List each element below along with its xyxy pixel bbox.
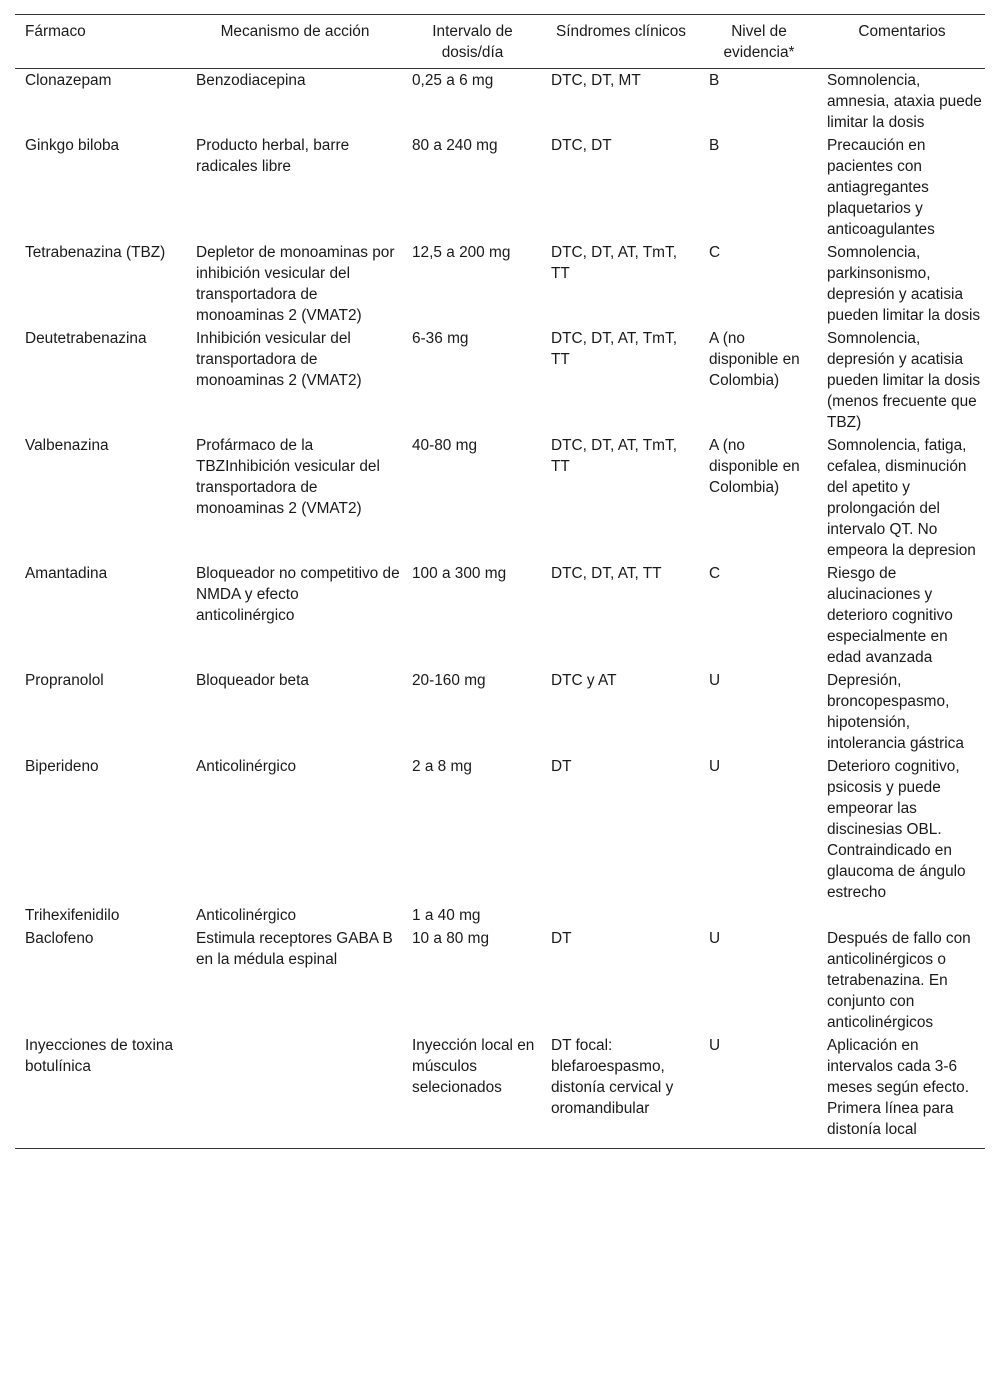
cell-sindromes: DT bbox=[551, 930, 572, 947]
cell-comentarios: Somnolencia, parkinsonismo, depresión y acatisia pueden limitar la dosis bbox=[827, 244, 981, 324]
cell-nivel: B bbox=[709, 137, 720, 154]
cell-mecanismo: Anticolinérgico bbox=[196, 758, 297, 775]
cell-intervalo: 10 a 80 mg bbox=[412, 930, 490, 947]
cell-intervalo: 0,25 a 6 mg bbox=[412, 72, 494, 89]
cell-intervalo: 12,5 a 200 mg bbox=[412, 244, 511, 261]
header-nivel: Nivel de evidencia* bbox=[723, 23, 795, 61]
cell-sindromes: DT bbox=[551, 758, 572, 775]
table-row bbox=[15, 69, 985, 135]
cell-mecanismo: Depletor de monoaminas por inhibición vesicular del transportadora de monoaminas 2 (VMAT2) bbox=[196, 244, 395, 324]
table-row bbox=[15, 327, 985, 434]
header-sindromes: Síndromes clínicos bbox=[555, 23, 687, 40]
cell-nivel: A (no disponible en Colombia) bbox=[709, 437, 800, 496]
cell-mecanismo: Bloqueador beta bbox=[196, 672, 309, 689]
cell-mecanismo: Bloqueador no competitivo de NMDA y efecto anticolinérgico bbox=[196, 565, 400, 624]
cell-sindromes: DT focal: blefaroespasmo, distonía cervical y oromandibular bbox=[551, 1037, 674, 1117]
cell-intervalo: Inyección local en músculos selecionados bbox=[412, 1037, 535, 1096]
cell-farmaco: Tetrabenazina (TBZ) bbox=[25, 244, 166, 261]
cell-mecanismo: Producto herbal, barre radicales libre bbox=[196, 137, 350, 175]
cell-nivel: U bbox=[709, 758, 721, 775]
cell-mecanismo bbox=[186, 1034, 402, 1149]
cell-comentarios: Depresión, broncopespasmo, hipotensión, intolerancia gástrica bbox=[827, 672, 964, 752]
table-row bbox=[15, 134, 985, 241]
table-row bbox=[15, 241, 985, 327]
cell-intervalo: 40-80 mg bbox=[412, 437, 478, 454]
cell-farmaco: Amantadina bbox=[25, 565, 108, 582]
cell-mecanismo: Estimula receptores GABA B en la médula espinal bbox=[196, 930, 393, 968]
cell-comentarios: Deterioro cognitivo, psicosis y puede empeorar las discinesias OBL. Contraindicado en glaucoma de ángulo estrecho bbox=[827, 758, 966, 901]
cell-nivel: B bbox=[709, 72, 720, 89]
header-intervalo: Intervalo de dosis/día bbox=[432, 23, 513, 61]
table-row bbox=[15, 669, 985, 755]
table-row bbox=[15, 927, 985, 1034]
drug-table bbox=[15, 14, 985, 1149]
cell-intervalo: 20-160 mg bbox=[412, 672, 486, 689]
header-comentarios: Comentarios bbox=[858, 23, 946, 40]
cell-intervalo: 6-36 mg bbox=[412, 330, 469, 347]
table-row bbox=[15, 904, 985, 927]
cell-mecanismo: Anticolinérgico bbox=[196, 907, 297, 924]
cell-sindromes: DTC y AT bbox=[551, 672, 617, 689]
cell-nivel: U bbox=[709, 1037, 721, 1054]
header-mecanismo: Mecanismo de acción bbox=[220, 23, 370, 40]
cell-comentarios: Riesgo de alucinaciones y deterioro cognitivo especialmente en edad avanzada bbox=[827, 565, 953, 666]
cell-comentarios bbox=[817, 904, 985, 927]
cell-sindromes: DTC, DT, AT, TmT, TT bbox=[551, 330, 677, 368]
cell-comentarios: Precaución en pacientes con antiagregantes plaquetarios y anticoagulantes bbox=[827, 137, 935, 238]
table-row bbox=[15, 755, 985, 904]
cell-mecanismo: Inhibición vesicular del transportadora de monoaminas 2 (VMAT2) bbox=[196, 330, 362, 389]
cell-comentarios: Aplicación en intervalos cada 3-6 meses según efecto. Primera línea para distonía local bbox=[827, 1037, 970, 1138]
cell-sindromes: DTC, DT, AT, TmT, TT bbox=[551, 437, 677, 475]
cell-comentarios: Somnolencia, amnesia, ataxia puede limitar la dosis bbox=[827, 72, 982, 131]
cell-mecanismo: Profármaco de la TBZInhibición vesicular del transportadora de monoaminas 2 (VMAT2) bbox=[196, 437, 380, 517]
cell-sindromes bbox=[541, 904, 699, 927]
cell-intervalo: 1 a 40 mg bbox=[412, 907, 481, 924]
cell-farmaco: Inyecciones de toxina botulínica bbox=[25, 1037, 174, 1075]
table-row bbox=[15, 434, 985, 562]
cell-comentarios: Somnolencia, fatiga, cefalea, disminución del apetito y prolongación del intervalo QT. No empeora la depresion bbox=[827, 437, 976, 559]
table-row bbox=[15, 562, 985, 669]
cell-farmaco: Biperideno bbox=[25, 758, 99, 775]
cell-nivel: U bbox=[709, 930, 721, 947]
table-header-row bbox=[15, 15, 985, 69]
cell-intervalo: 2 a 8 mg bbox=[412, 758, 472, 775]
cell-nivel: U bbox=[709, 672, 721, 689]
cell-intervalo: 80 a 240 mg bbox=[412, 137, 498, 154]
cell-nivel: A (no disponible en Colombia) bbox=[709, 330, 800, 389]
cell-nivel: C bbox=[709, 244, 721, 261]
cell-nivel bbox=[699, 904, 817, 927]
cell-farmaco: Propranolol bbox=[25, 672, 104, 689]
cell-sindromes: DTC, DT bbox=[551, 137, 612, 154]
cell-farmaco: Valbenazina bbox=[25, 437, 109, 454]
cell-farmaco: Deutetrabenazina bbox=[25, 330, 147, 347]
cell-comentarios: Después de fallo con anticolinérgicos o tetrabenazina. En conjunto con anticolinérgicos bbox=[827, 930, 971, 1031]
cell-sindromes: DTC, DT, MT bbox=[551, 72, 641, 89]
cell-comentarios: Somnolencia, depresión y acatisia pueden limitar la dosis (menos frecuente que TBZ) bbox=[827, 330, 981, 431]
header-farmaco: Fármaco bbox=[25, 23, 86, 40]
cell-farmaco: Clonazepam bbox=[25, 72, 112, 89]
cell-farmaco: Baclofeno bbox=[25, 930, 94, 947]
cell-farmaco: Trihexifenidilo bbox=[25, 907, 120, 924]
cell-intervalo: 100 a 300 mg bbox=[412, 565, 507, 582]
cell-sindromes: DTC, DT, AT, TT bbox=[551, 565, 662, 582]
cell-nivel: C bbox=[709, 565, 721, 582]
cell-sindromes: DTC, DT, AT, TmT, TT bbox=[551, 244, 677, 282]
cell-farmaco: Ginkgo biloba bbox=[25, 137, 120, 154]
table-row bbox=[15, 1034, 985, 1149]
cell-mecanismo: Benzodiacepina bbox=[196, 72, 306, 89]
